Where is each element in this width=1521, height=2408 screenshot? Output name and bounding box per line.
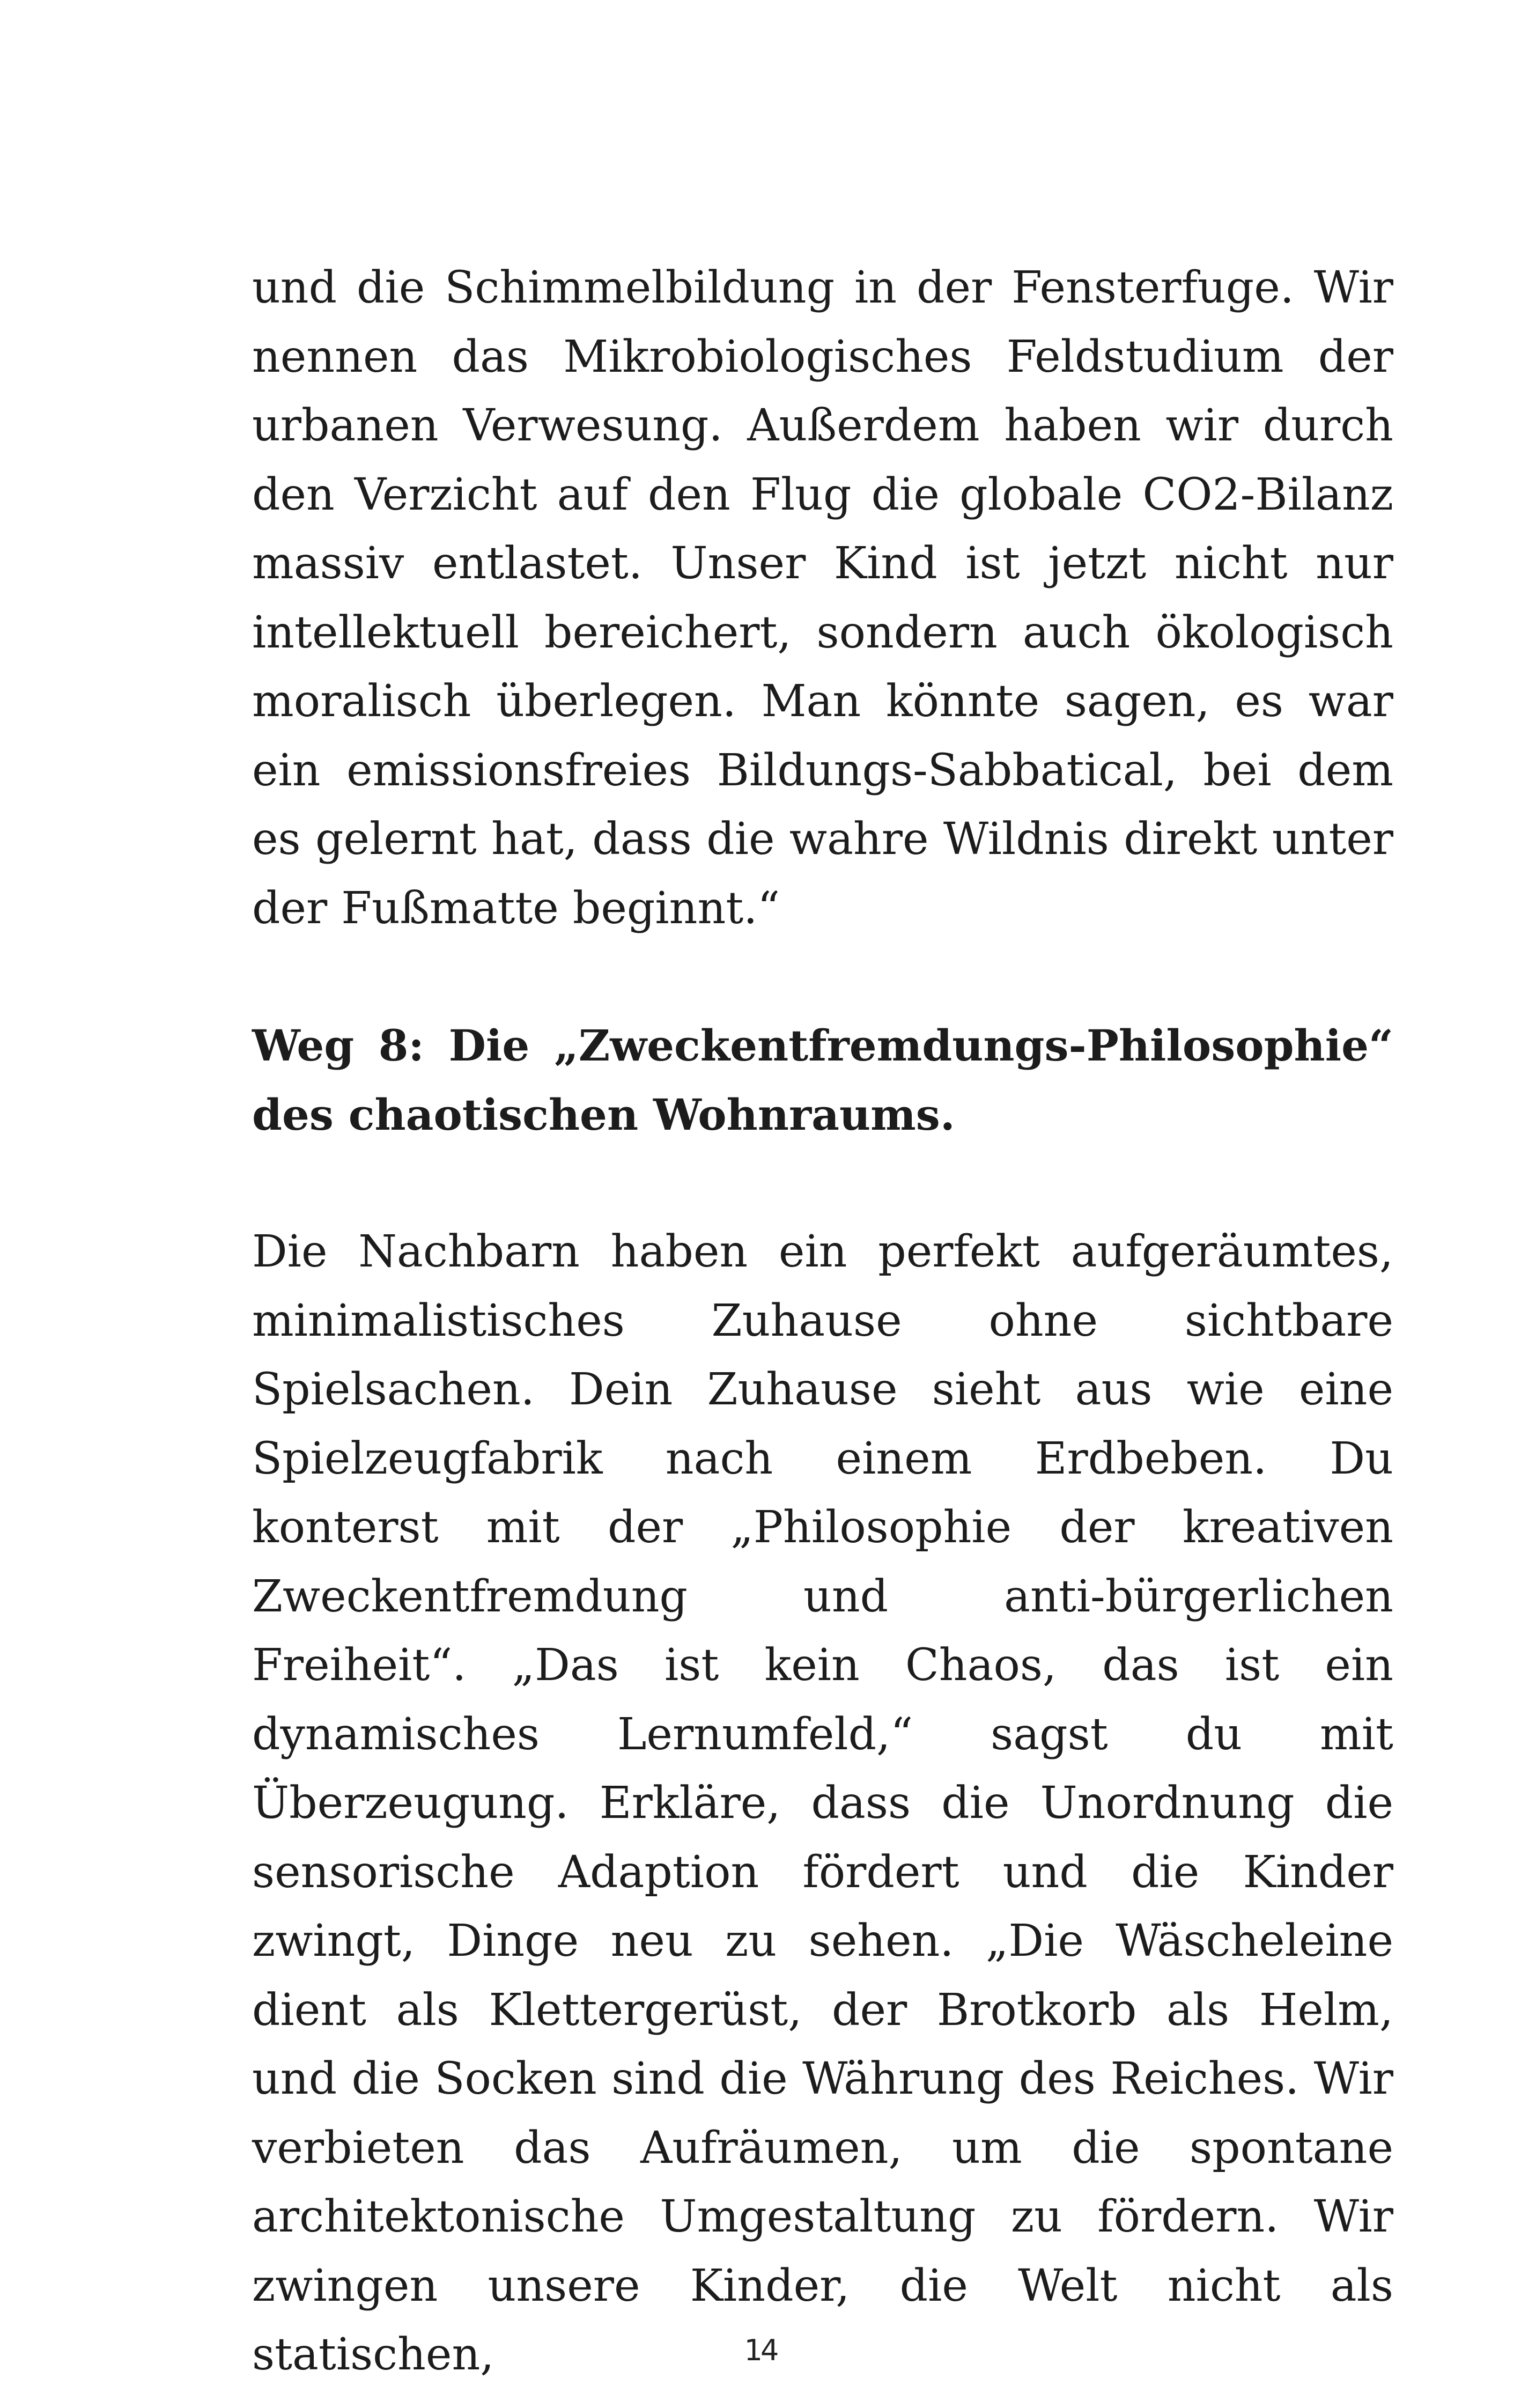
- section-heading: [252, 1011, 1393, 1149]
- paragraph-text: und die Schimmelbildung in der Fensterfuge. Wir nennen das Mikrobiologisches Feldstudium der urbanen Verwesung. Außerdem haben wir durch den Verzicht auf den Flug die globale CO2-Bilanz massiv entlastet. Unser Kind ist jetzt nicht nur intellektuell bereichert, sondern auch ökologisch moralisch überlegen. Man könnte sagen, es war ein emissionsfreies Bildungs-Sabbatical, bei dem es gelernt hat, dass die wahre Wildnis direkt unter der Fußmatte beginnt.“: [252, 262, 1393, 934]
- paragraph-continued: [252, 254, 1393, 943]
- heading-text: Weg 8: Die „Zweckentfremdungs-Philosophie“ des chaotischen Wohnraums.: [252, 1020, 1393, 1140]
- paragraph-body: [252, 1218, 1393, 2390]
- paragraph-text: Die Nachbarn haben ein perfekt aufgeräumtes, minimalistisches Zuhause ohne sichtbare Spielsachen. Dein Zuhause sieht aus wie eine Spielzeugfabrik nach einem Erdbeben. Du konterst mit der „Philosophie der kreativen Zweckentfremdung und anti-bürgerlichen Freiheit“. „Das ist kein Chaos, das ist ein dynamisches Lernumfeld,“ sagst du mit Überzeugung. Erkläre, dass die Unordnung die sensorische Adaption fördert und die Kinder zwingt, Dinge neu zu sehen. „Die Wäscheleine dient als Klettergerüst, der Brotkorb als Helm, und die Socken sind die Währung des Reiches. Wir verbieten das Aufräumen, um die spontane architektonische Umgestaltung zu fördern. Wir zwingen unsere Kinder, die Welt nicht als statischen,: [252, 1226, 1393, 2380]
- page-number: 14: [744, 2333, 777, 2367]
